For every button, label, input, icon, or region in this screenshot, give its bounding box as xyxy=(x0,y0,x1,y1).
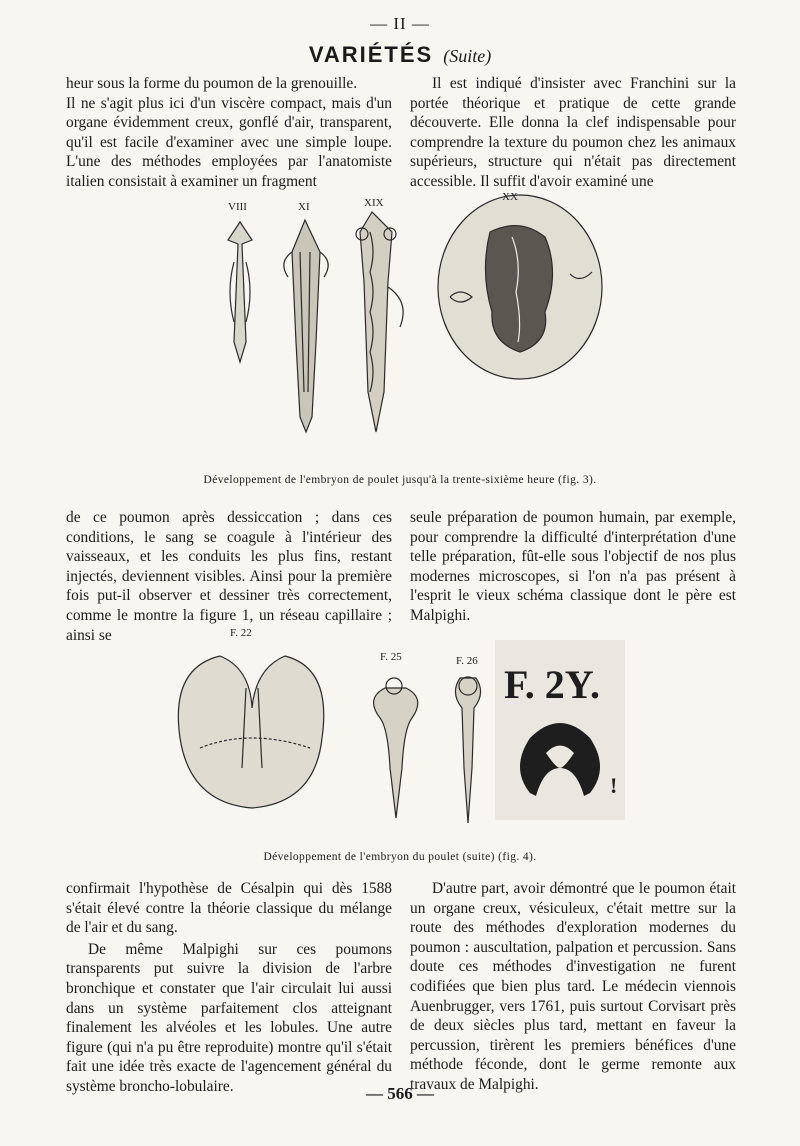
top-left-line-2: Il ne s'agit plus ici d'un viscère compact, mais d'un organe évidemment creux, gonflé d'air, transparent, qu'il est facile d'examiner avec une simple loupe. L'une des méthodes employées par l'anatomiste italien consistait à examiner un fragment xyxy=(66,94,392,190)
figure-label-xix: XIX xyxy=(364,197,384,209)
top-right-paragraph: Il est indiqué d'insister avec Franchini sur la portée théorique et pratique de cette grande découverte. Elle donna la clef indispensable pour comprendre la texture du poumon chez les animaux supérieurs, structure qui n'était pas directement accessible. Il suffit d'avoir examiné une xyxy=(410,75,736,190)
embryo-figure-4 xyxy=(160,628,630,838)
middle-right-column xyxy=(410,508,736,626)
bottom-left-column xyxy=(66,879,392,1097)
figure-label-f25: F. 25 xyxy=(380,651,402,663)
embryo-figure-3 xyxy=(200,192,630,462)
top-right-column xyxy=(410,74,736,192)
section-heading xyxy=(0,42,800,68)
figure-label-xx: XX xyxy=(502,192,518,203)
top-left-line-1: heur sous la forme du poumon de la grenouille. xyxy=(66,75,358,92)
figure-label-f2y: F. 2Y. xyxy=(504,662,600,707)
bottom-left-paragraph-2: De même Malpighi sur ces poumons transparents put suivre la division de l'arbre bronchique et constater que l'air circulait lui aussi dans un système parfaitement clos atteignant finalement les alvéoles et les lobules. Une autre figure (qui n'a pu être reproduite) montre qu'il s'était fait une idée très exacte de l'agencement général du système broncho-lobulaire. xyxy=(66,940,392,1095)
section-title: VARIÉTÉS xyxy=(308,42,434,67)
bottom-right-column xyxy=(410,879,736,1095)
page-number: — 566 — xyxy=(366,1084,434,1103)
middle-right-paragraph: seule préparation de poumon humain, par exemple, pour comprendre la difficulté d'interprétation d'une telle préparation, fût-elle sous l'objectif de nos plus modernes microscopes, si l'on n'a pas présent à l'esprit le vieux schéma classique dont le père est Malpighi. xyxy=(410,509,736,624)
figure-label-xi: XI xyxy=(298,201,310,213)
bottom-right-paragraph: D'autre part, avoir démontré que le poumon était un organe creux, vésiculeux, c'était mettre sur la route des méthodes d'exploration modernes du poumon : auscultation, palpation et percussion. Sans doute ces méthodes d'investigation ne furent codifiées que bien plus tard. Le médecin viennois Auenbrugger, vers 1761, puis surtout Corvisart près de deux siècles plus tard, mettant en faveur la percussion, tirèrent les premiers bénéfices d'une méthode féconde, dont le germe remonte aux travaux de Malpighi. xyxy=(410,880,736,1093)
top-left-column xyxy=(66,74,392,192)
section-suffix: (Suite) xyxy=(443,46,492,66)
middle-left-column xyxy=(66,508,392,645)
svg-text:!: ! xyxy=(610,773,618,798)
figure-label-f26: F. 26 xyxy=(456,655,478,667)
top-page-number: — II — xyxy=(370,14,430,33)
figure-label-f22: F. 22 xyxy=(230,628,252,639)
figure-3-caption: Développement de l'embryon de poulet jusqu'à la trente-sixième heure (fig. 3). xyxy=(203,474,597,486)
figure-4-caption: Développement de l'embryon du poulet (suite) (fig. 4). xyxy=(263,851,537,863)
figure-label-viii: VIII xyxy=(228,201,247,213)
bottom-left-paragraph-1: confirmait l'hypothèse de Césalpin qui dès 1588 s'était élevé contre la théorie classique du mélange de l'air et du sang. xyxy=(66,880,392,937)
middle-left-paragraph: de ce poumon après dessiccation ; dans ces conditions, le sang se coagule à l'intérieur des vaisseaux, et les conduits les plus fins, restant injectés, deviennent visibles. Ainsi pour la première fois put-il observer et dessiner très correctement, comme le montre la figure 1, un réseau capillaire ; ainsi se xyxy=(66,509,392,644)
